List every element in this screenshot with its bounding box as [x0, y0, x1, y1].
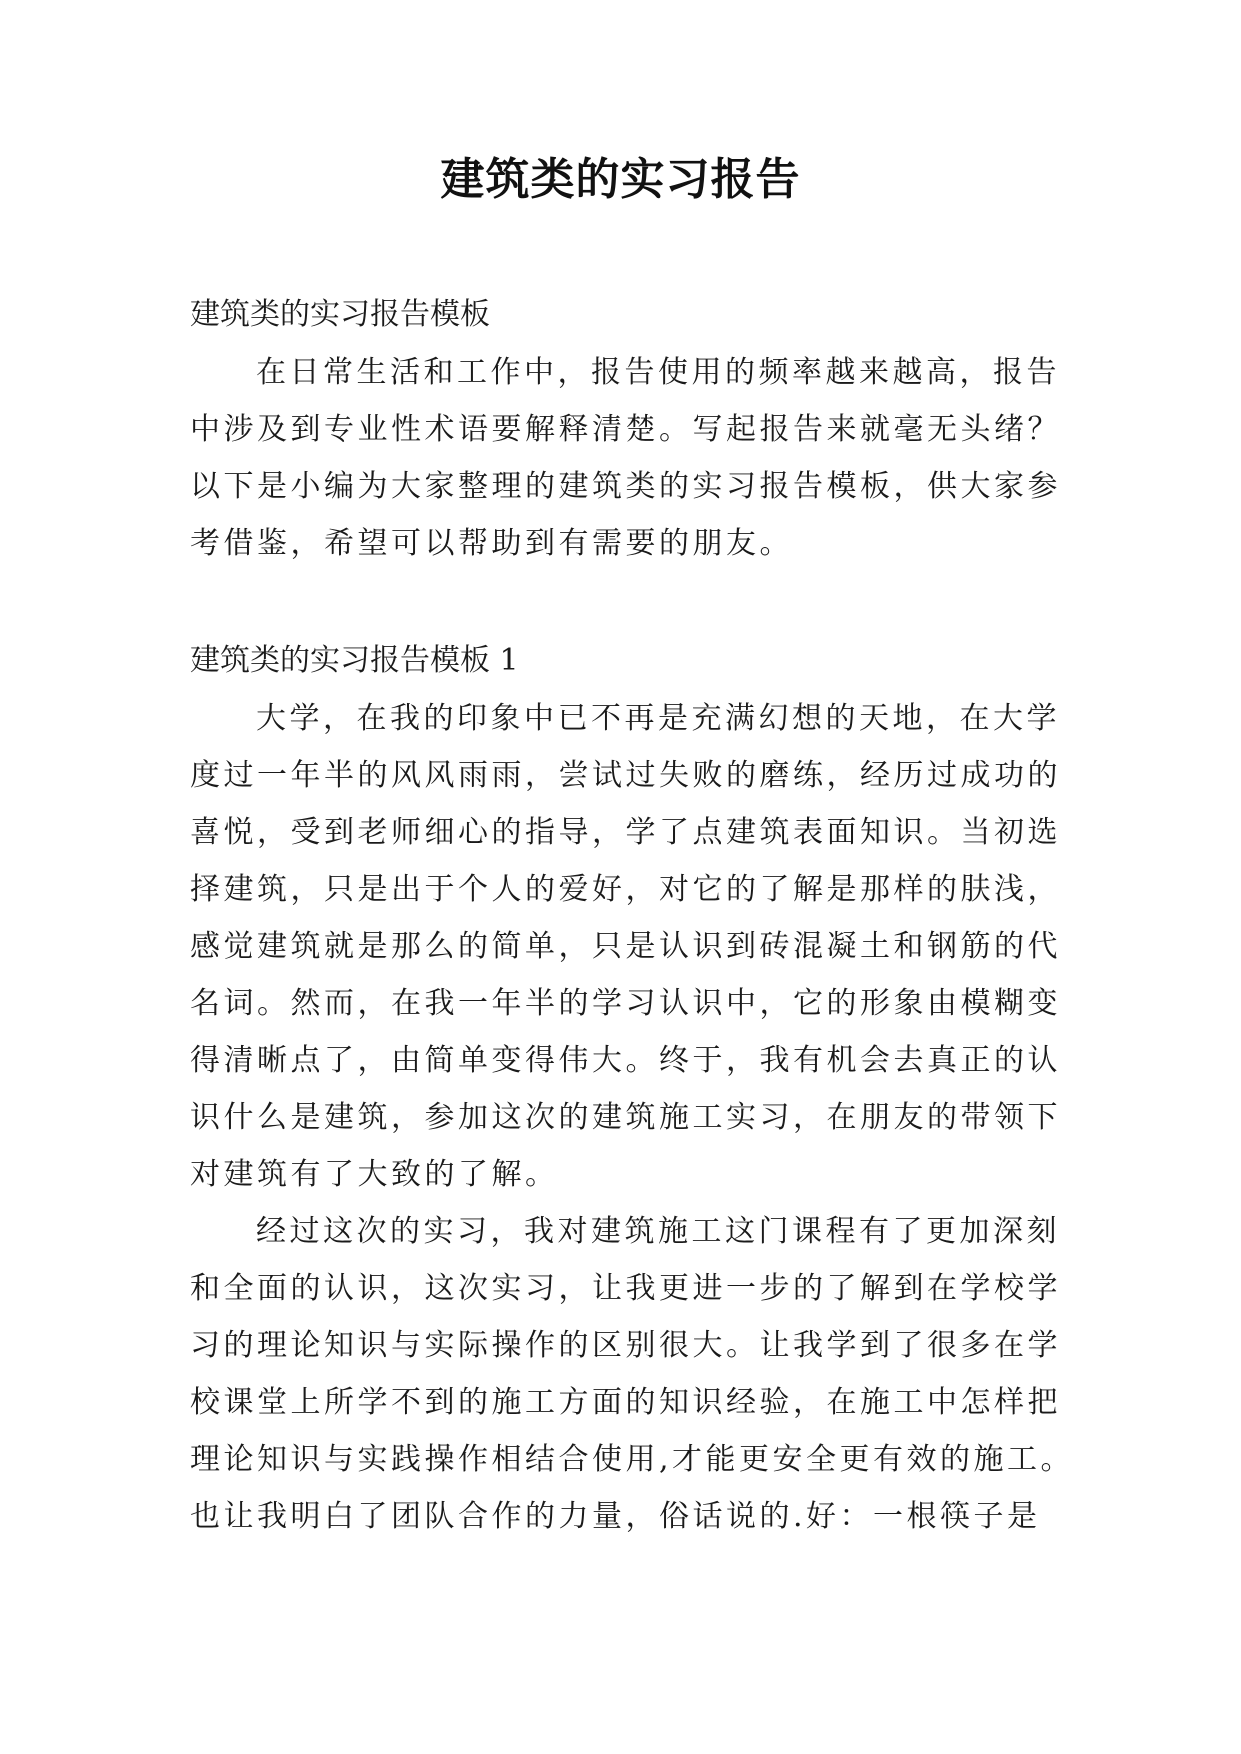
paragraph-line: 习的理论知识与实际操作的区别很大。让我学到了很多在学: [190, 1328, 1061, 1363]
paragraph-line: 也让我明白了团队合作的力量，俗话说的.好：一根筷子是: [190, 1499, 1041, 1534]
intro-paragraph: [190, 344, 1061, 572]
paragraph-line: 考借鉴，希望可以帮助到有需要的朋友。: [190, 526, 793, 561]
paragraph-line: 经过这次的实习，我对建筑施工这门课程有了更加深刻: [256, 1214, 1060, 1249]
document-body: [190, 286, 1075, 1545]
paragraph-line: 和全面的认识，这次实习，让我更进一步的了解到在学校学: [190, 1271, 1061, 1306]
paragraph-line: 得清晰点了，由简单变得伟大。终于，我有机会去真正的认: [190, 1043, 1061, 1078]
paragraph-line: 在日常生活和工作中，报告使用的频率越来越高，报告: [256, 355, 1060, 390]
paragraph-line: 感觉建筑就是那么的简单，只是认识到砖混凝土和钢筋的代: [190, 929, 1061, 964]
section-1-paragraph-1: [190, 690, 1061, 1203]
paragraph-line: 以下是小编为大家整理的建筑类的实习报告模板，供大家参: [190, 469, 1061, 504]
document-title: 建筑类的实习报告: [440, 154, 801, 205]
section-1-paragraph-2: [190, 1203, 1075, 1545]
paragraph-line: 大学，在我的印象中已不再是充满幻想的天地，在大学: [256, 701, 1060, 736]
section-1-heading: 建筑类的实习报告模板 1: [190, 643, 519, 678]
paragraph-line: 识什么是建筑，参加这次的建筑施工实习，在朋友的带领下: [190, 1100, 1061, 1135]
paragraph-line: 名词。然而，在我一年半的学习认识中，它的形象由模糊变: [190, 986, 1061, 1021]
paragraph-line: 择建筑，只是出于个人的爱好，对它的了解是那样的肤浅，: [190, 872, 1061, 907]
section-spacer: [190, 572, 1056, 632]
paragraph-line: 喜悦，受到老师细心的指导，学了点建筑表面知识。当初选: [190, 815, 1061, 850]
paragraph-line: 度过一年半的风风雨雨，尝试过失败的磨练，经历过成功的: [190, 758, 1061, 793]
paragraph-line: 中涉及到专业性术语要解释清楚。写起报告来就毫无头绪？: [190, 412, 1061, 447]
paragraph-line: 理论知识与实践操作相结合使用,才能更安全更有效的施工。: [190, 1442, 1075, 1477]
paragraph-line: 校课堂上所学不到的施工方面的知识经验，在施工中怎样把: [190, 1385, 1061, 1420]
paragraph-line: 对建筑有了大致的了解。: [190, 1157, 559, 1192]
intro-heading: 建筑类的实习报告模板: [190, 297, 490, 332]
